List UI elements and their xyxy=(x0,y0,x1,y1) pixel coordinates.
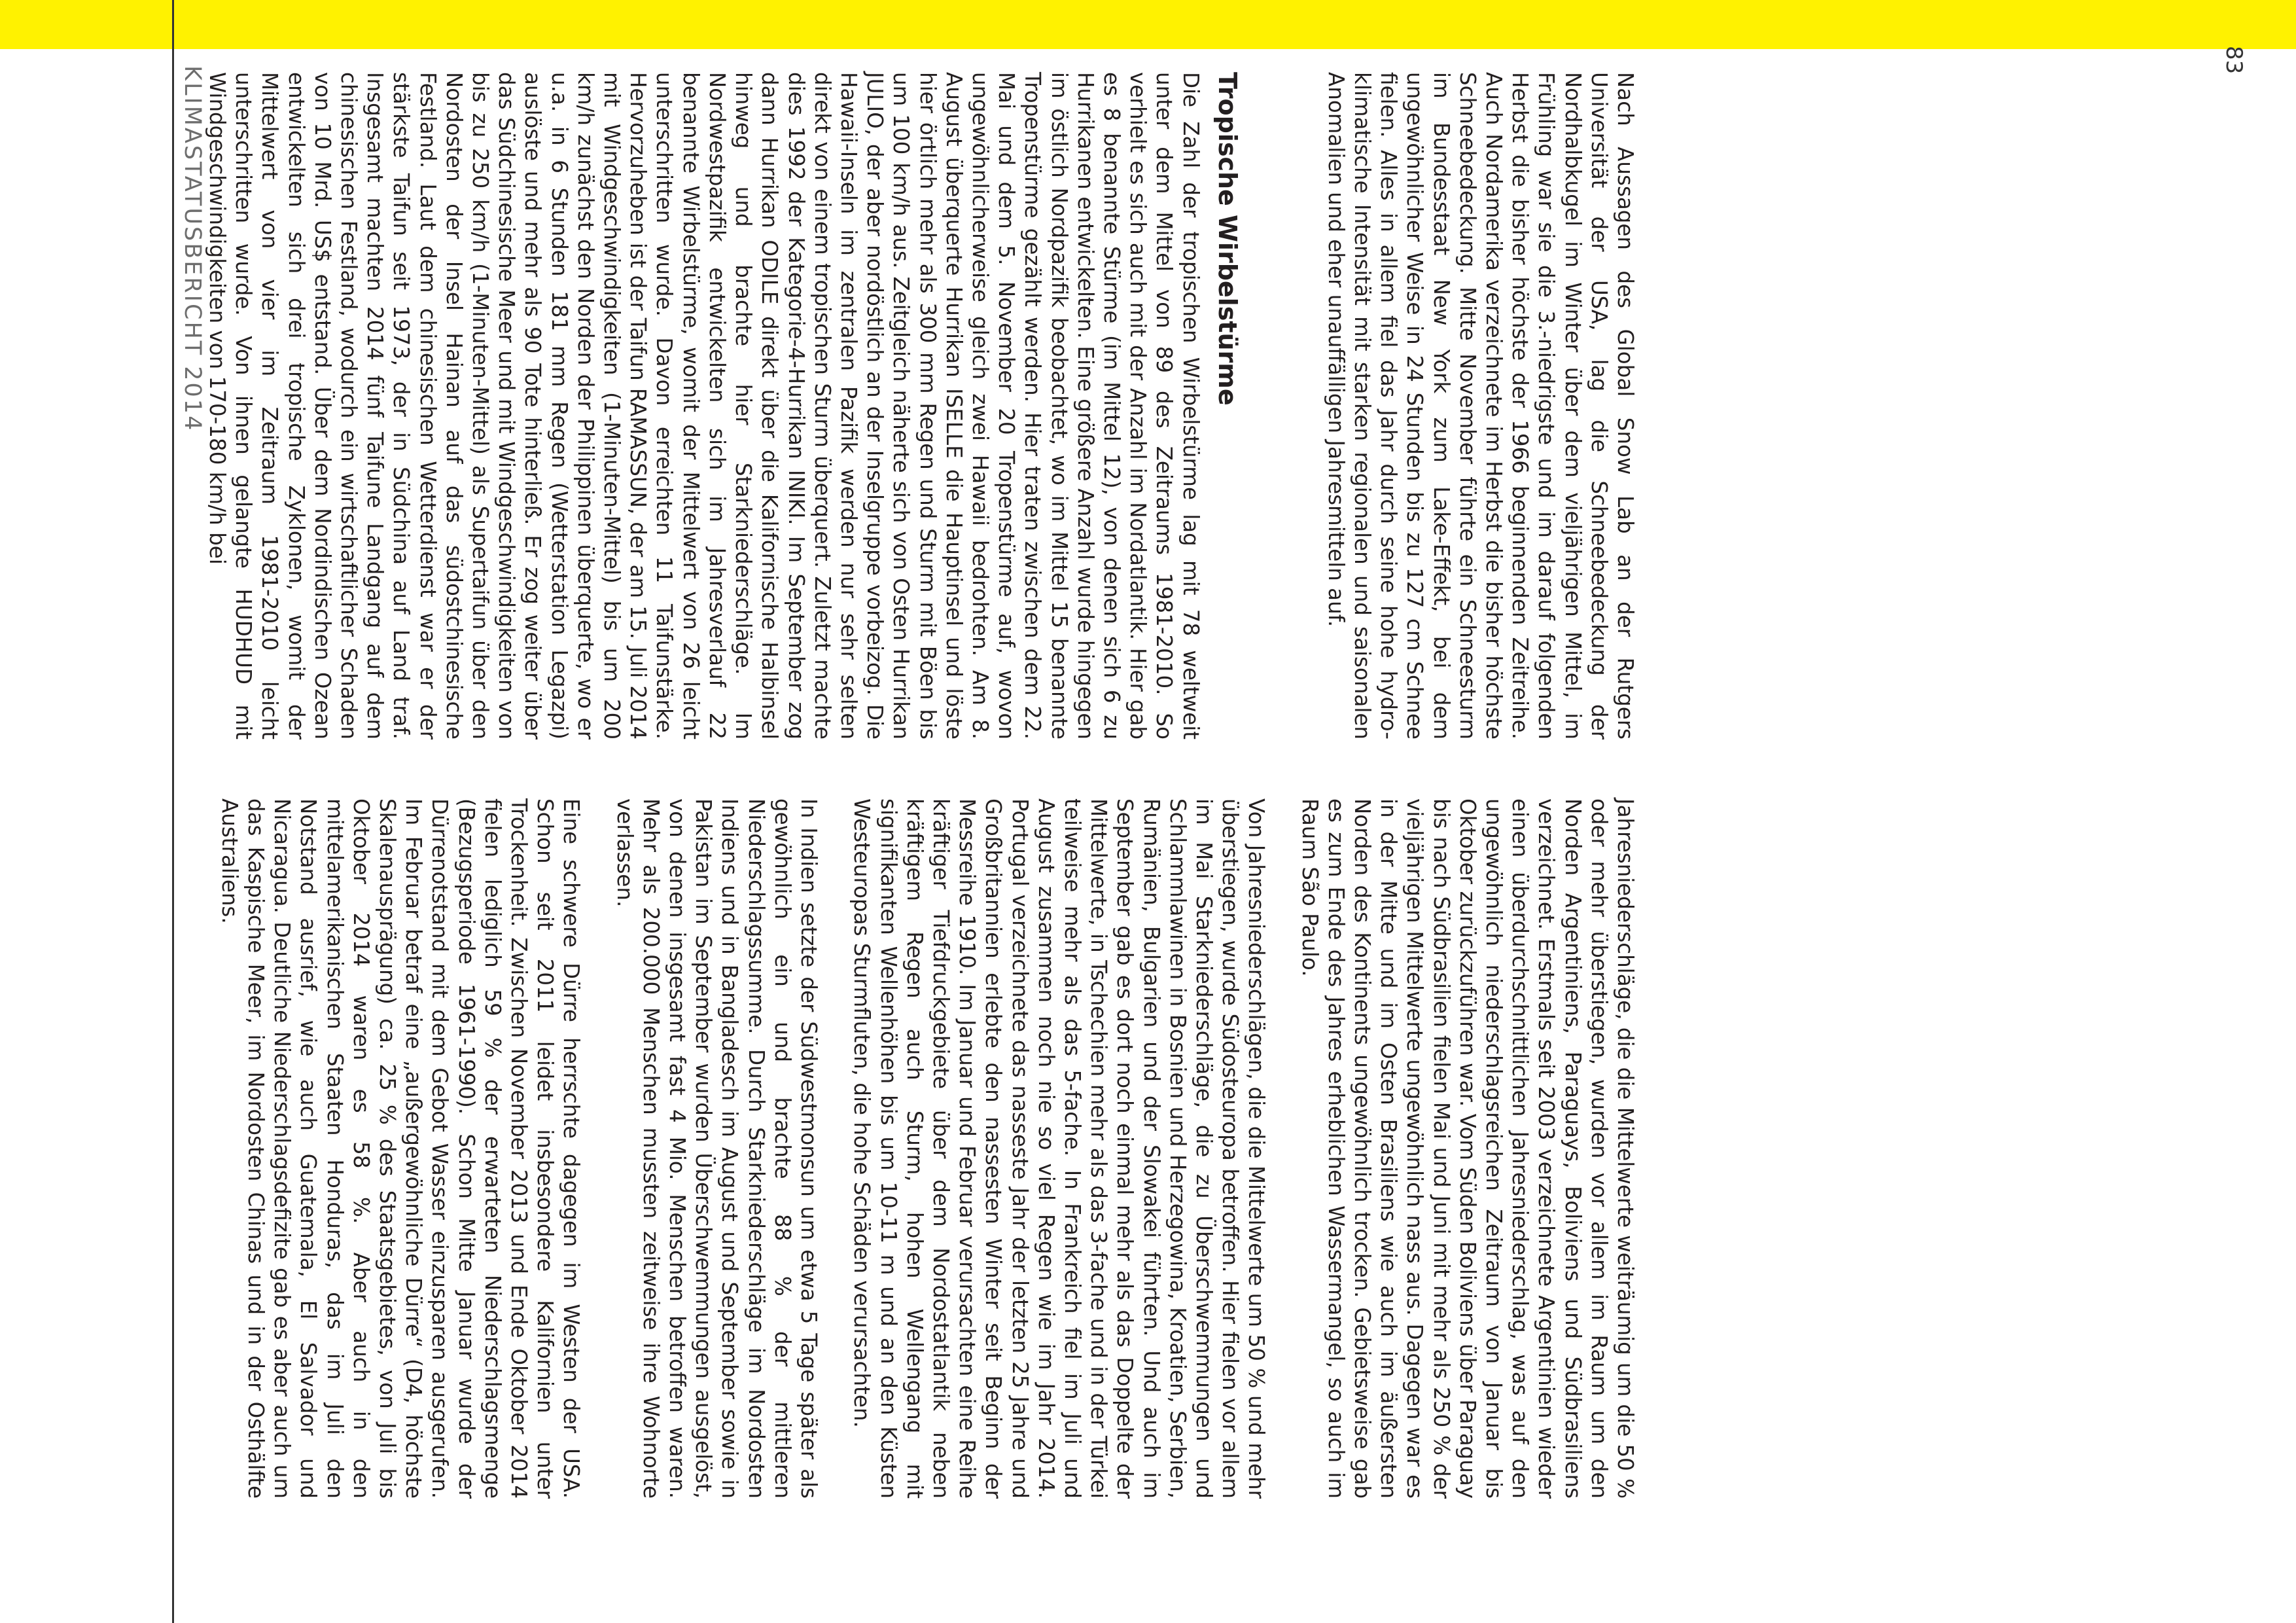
right-column xyxy=(177,72,1638,740)
paragraph-usa-drought: Eine schwere Dürre herrschte dagegen im Westen der USA. Schon seit 2011 leidet insbesondere Kalifornien unter Trockenheit. Zwischen November 2013 und Ende Oktober 2014 fielen lediglich 59 % der erwarteten Niederschlagsmenge (Bezugsperiode 1961-1990). Schon Mitte Januar wurde der Dürrenotstand mit dem Gebot Wasser einzusparen ausgerufen. Im Februar betraf eine „außergewöhnliche Dürre“ (D4, höchste Skalenausprägung) ca. 25 % des Staatsgebietes, von Juli bis Oktober 2014 waren es 58 %. Aber auch in den mittelamerikanischen Staaten Honduras, das im Juli den Notstand ausrief, wie auch Guatemala, El Salvador und Nicaragua. Deutliche Niederschlagsdefizite gab es aber auch um das Kaspische Meer, im Nordosten Chinas und in der Osthälfte Australiens. xyxy=(217,798,584,1499)
paragraph-south-america: Jahresniederschläge, die die Mittelwerte weiträumig um die 50 % oder mehr überstiegen, wurden vor allem im Raum um den Norden Argentiniens, Paraguays, Boliviens und Südbrasiliens verzeichnet. Erstmals seit 2003 verzeichnete Argentinien wieder einen überdurchschnittlichen Jahresniederschlag, was auf den ungewöhnlich niederschlagsreichen Zeitraum von Januar bis Oktober zurückzuführen war. Vom Süden Boliviens über Paraguay bis nach Südbrasilien fielen Mai und Juni mit mehr als 250 % der vieljährigen Mittelwerte ungewöhnlich nass aus. Dagegen war es in der Mitte und im Osten Brasiliens wie auch im äußersten Norden des Kontinents ungewöhnlich trocken. Gebietsweise gab es zum Ende des Jahres erheblichen Wassermangel, so auch im Raum São Paulo. xyxy=(1297,798,1638,1499)
left-column xyxy=(190,798,1638,1499)
paragraph-southeast-europe: Von Jahresniederschlägen, die die Mittelwerte um 50 % und mehr überstiegen, wurde Südosteuropa betroffen. Hier fielen vor allem im Mai Starkniederschläge, die zu Überschwemmungen und Schlammlawinen in Bosnien und Herzegowina, Kroatien, Serbien, Rumänien, Bulgarien und der Slowakei führten. Und auch im September gab es dort noch einmal mehr als das Doppelte der Mittelwerte, in Tschechien mehr als das 3-fache und in der Türkei teilweise mehr als das 5-fache. In Frankreich fiel im Juli und August zusammen noch nie so viel Regen wie im Jahr 2014. Portugal verzeichnete das nasseste Jahr der letzten 25 Jahre und Großbritannien erlebte den nassesten Winter seit Beginn der Messreihe 1910. Im Januar und Februar verursachten eine Reihe kräftiger Tiefdruckgebiete über dem Nordostatlantik neben kräftigem Regen auch Sturm, hohen Wellengang mit signifikanten Wellenhöhen bis um 10-11 m und an den Küsten Westeuropas Sturmfluten, die hohe Schäden verursachten. xyxy=(849,798,1269,1499)
section-heading: Tropische Wirbelstürme xyxy=(1212,72,1242,406)
paragraph-tropical-storms: Die Zahl der tropischen Wirbelstürme lag mit 78 weltweit unter dem Mittel von 89 des Zeitraums 1981-2010. So verhielt es sich auch mit der Anzahl im Nordatlantik. Hier gab es 8 benannte Stürme (im Mittel 12), von denen sich 6 zu Hurrikanen entwickelten. Eine größere Anzahl wurde hingegen im östlich Nordpazifik beobachtet, wo im Mittel 15 benannte Tropenstürme gezählt werden. Hier traten zwischen dem 22. Mai und dem 5. November 20 Tropenstürme auf, wovon ungewöhnlicherweise gleich zwei Hawaii bedrohten. Am 8. August überquerte Hurrikan ISELLE die Hauptinsel und löste hier örtlich mehr als 300 mm Regen und Sturm mit Böen bis um 100 km/h aus. Zeitgleich näherte sich von Osten Hurrikan JULIO, der aber nordöstlich an der Inselgruppe vorbeizog. Die Hawaii-Inseln im zentralen Pazifik werden nur sehr selten direkt von einem tropischen Sturm überquert. Zuletzt machte dies 1992 der Kategorie-4-Hurrikan INIKI. Im September zog dann Hurrikan ODILE direkt über die Kalifornische Halbinsel hinweg und brachte hier Starkniederschläge. Im Nordwestpazifik entwickelten sich im Jahresverlauf 22 benannte Wirbelstürme, womit der Mittelwert von 26 leicht unterschritten wurde. Davon erreichten 11 Taifunstärke. Hervorzuheben ist der Taifun RAMASSUN, der am 15. Juli 2014 mit Windgeschwindigkeiten (1-Minuten-Mittel) bis um 200 km/h zunächst den Norden der Philippinen überquerte, wo er u.a. in 6 Stunden 181 mm Regen (Wetterstation Legazpi) auslöste und mehr als 90 Tote hinterließ. Er zog weiter über das Südchinesische Meer und mit Windgeschwindigkeiten von bis zu 250 km/h (1-Minuten-Mittel) als Supertaifun über den Nordosten der Insel Hainan auf das südostchinesische Festland. Laut dem chinesischen Wetterdienst war er der stärkste Taifun seit 1973, der in Südchina auf Land traf. Insgesamt machten 2014 fünf Taifune Landgang auf dem chinesischen Festland, wodurch ein wirtschaftlicher Schaden von 10 Mrd. US$ entstand. Über dem Nordindischen Ozean entwickelten sich drei tropische Zyklonen, womit der Mittelwert von vier im Zeitraum 1981-2010 leicht unterschritten wurde. Von ihnen gelangte HUDHUD mit Windgeschwindigkeiten von 170-180 km/h bei xyxy=(205,72,1203,740)
page-number: 83 xyxy=(2221,46,2247,75)
tropical-storms-section xyxy=(204,72,1243,740)
running-title: KLIMASTATUSBERICHT 2014 xyxy=(179,65,205,433)
paragraph-snow-cover: Nach Aussagen des Global Snow Lab an der Rutgers Universität der USA, lag die Schneebedeckung der Nordhalbkugel im Winter über dem vieljährigen Mittel, im Frühling war sie die 3.-niedrigste und im darauf folgenden Herbst die bisher höchste der 1966 beginnenden Zeitreihe. Auch Nordamerika verzeichnete im Herbst die bisher höchste Schneebedeckung. Mitte November führte ein Schneesturm im Bundesstaat New York zum Lake-Effekt, bei dem ungewöhnlicher Weise in 24 Stunden bis zu 127 cm Schnee fielen. Alles in allem fiel das Jahr durch seine hohe hydro-klimatische Intensität mit starken regionalen und saisonalen Anomalien und eher unauffälligen Jahresmitteln auf. xyxy=(1323,72,1638,740)
paragraph-india-monsoon: In Indien setzte der Südwestmonsun um etwa 5 Tage später als gewöhnlich ein und brachte 88 % der mittleren Niederschlagssumme. Durch Starkniederschläge im Nordosten Indiens und in Bangladesch im August und September sowie in Pakistan im September wurden Überschwemmungen ausgelöst, von denen insgesamt fast 4 Mio. Menschen betroffen waren. Mehr als 200.000 Menschen mussten zeitweise ihre Wohnorte verlassen. xyxy=(612,798,822,1499)
